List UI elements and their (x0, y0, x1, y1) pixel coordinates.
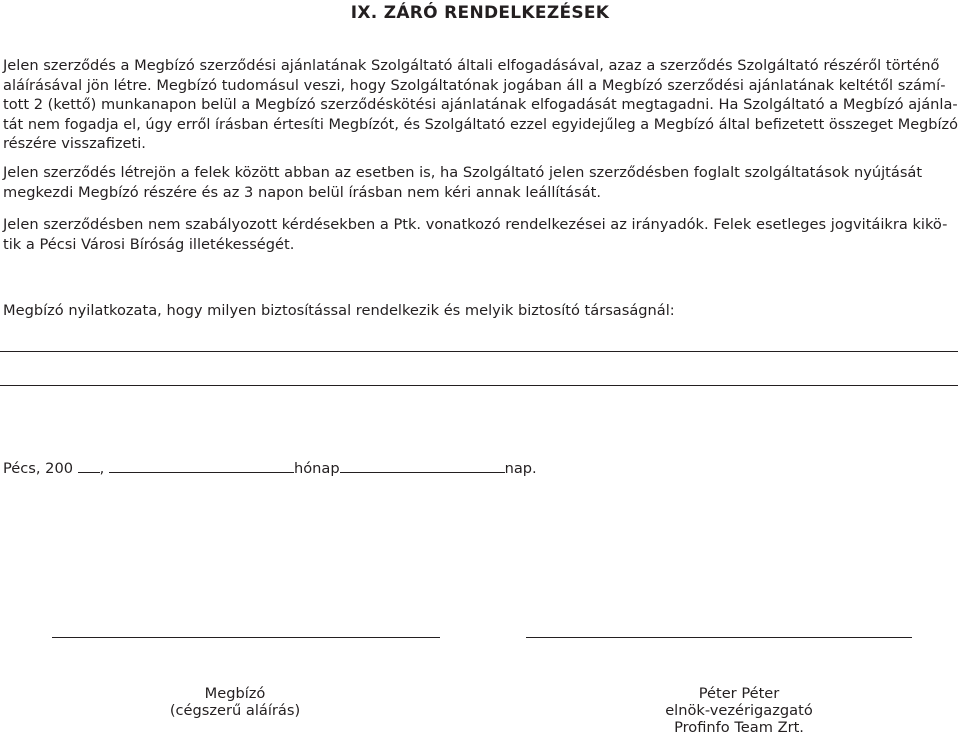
client-signature-line[interactable] (52, 637, 440, 638)
paragraph-contract-formation (3, 56, 958, 154)
month-label: hónap (293, 460, 340, 477)
text-line: Megbízó nyilatkozata, hogy milyen biztosítással rendelkezik és melyik biztosító társaságnál: (3, 302, 675, 319)
date-line (3, 458, 537, 478)
text-line: aláírásával jön létre. Megbízó tudomásul veszi, hogy Szolgáltatónak jogában áll a Megbízó szerződési ajánlatának keltétől számí- (3, 76, 946, 94)
year-blank[interactable] (78, 458, 100, 473)
text-line: tott 2 (kettő) munkanapon belül a Megbízó szerződéskötési ajánlatának elfogadását megtagadni. Ha Szolgáltató a Megbízó ajánla- (3, 96, 958, 113)
date-place-year: Pécs, 200 (3, 460, 74, 477)
section-heading: IX. ZÁRÓ RENDELKEZÉSEK (350, 3, 610, 23)
paragraph-insurance-statement (3, 301, 958, 321)
provider-signature-caption (624, 685, 854, 736)
signer-title: elnök-vezérigazgató (665, 702, 813, 719)
signer-company: Profinfo Team Zrt. (674, 719, 804, 736)
text-line: részére visszafizeti. (3, 135, 146, 152)
signer-role: Megbízó (204, 685, 266, 702)
insurance-answer-line-1[interactable] (0, 351, 958, 352)
insurance-answer-line-2[interactable] (0, 385, 958, 386)
text-line: tik a Pécsi Városi Bíróság illetékességét. (3, 235, 295, 253)
paragraph-implied-formation (3, 163, 958, 202)
day-blank[interactable] (340, 458, 505, 473)
text-line: megkezdi Megbízó részére és az 3 napon belül írásban nem kéri annak leállítását. (3, 183, 602, 201)
text-line: Jelen szerződés a Megbízó szerződési ajánlatának Szolgáltató általi elfogadásával, azaz a szerződés Szolgáltató részéről történő (3, 57, 940, 74)
text-line: tát nem fogadja el, úgy erről írásban értesíti Megbízót, és Szolgáltató ezzel egyidejűleg a Megbízó által befizetett összeget Megbízó (3, 115, 958, 133)
provider-signature-line[interactable] (526, 637, 912, 638)
date-comma: , (99, 460, 105, 477)
month-blank[interactable] (109, 458, 294, 473)
signer-note: (cégszerű aláírás) (169, 702, 301, 719)
day-label: nap. (504, 460, 537, 477)
text-line: Jelen szerződés létrejön a felek között abban az esetben is, ha Szolgáltató jelen szerződésben foglalt szolgáltatások nyújtását (3, 164, 923, 181)
signer-name: Péter Péter (698, 685, 780, 702)
client-signature-caption (135, 685, 335, 719)
text-line: Jelen szerződésben nem szabályozott kérdésekben a Ptk. vonatkozó rendelkezései az irányadók. Felek esetleges jogvitáikra kikö- (3, 216, 948, 233)
paragraph-governing-law (3, 215, 958, 254)
